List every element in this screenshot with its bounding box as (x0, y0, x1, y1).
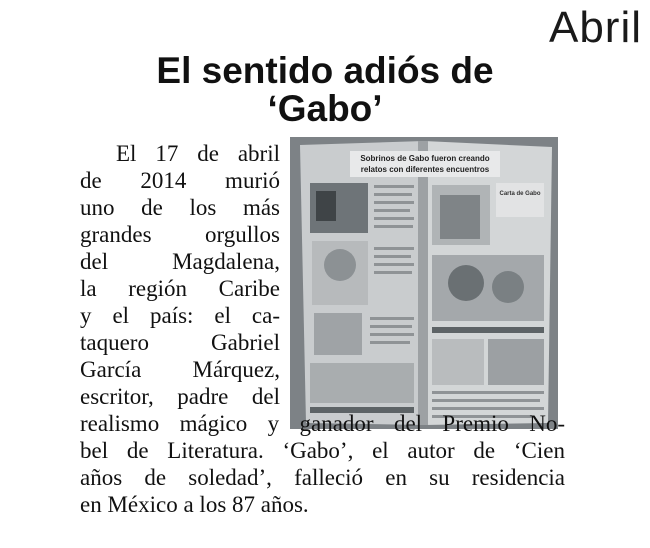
body-line-9: García Márquez, (80, 357, 280, 382)
body-line-14: en México a los 87 años. (80, 492, 309, 517)
body-line-1: El 17 de abril (116, 141, 280, 166)
month-label: Abril (548, 3, 642, 52)
body-line-3: uno de los más (80, 195, 280, 220)
body-line-12: bel de Literatura. ‘Gabo’, el autor de ‘Cien (80, 438, 565, 463)
headline-line-1: El sentido adiós de (156, 50, 494, 91)
body-line-2: de 2014 murió (80, 168, 280, 193)
body-line-10: escritor, padre del (80, 384, 280, 409)
photo-headline: Sobrinos de Gabo fueron creando (360, 154, 490, 163)
body-line-13: años de soledad’, falleció en su residencia (80, 465, 565, 490)
body-line-8: taquero Gabriel (80, 330, 280, 355)
body-line-7: y el país: el ca- (80, 303, 280, 328)
article-body (80, 140, 565, 518)
body-line-6: la región Caribe (80, 276, 280, 301)
svg-text:relatos con diferentes encuent: relatos con diferentes encuentros (360, 165, 490, 174)
body-line-11: realismo mágico y ganador del Premio No- (80, 411, 565, 436)
headline (0, 52, 650, 128)
body-line-5: del Magdalena, (80, 249, 280, 274)
photo-side-title: Carta de Gabo (499, 191, 541, 197)
headline-line-2: ‘Gabo’ (267, 88, 383, 129)
body-line-4: grandes orgullos (80, 222, 280, 247)
